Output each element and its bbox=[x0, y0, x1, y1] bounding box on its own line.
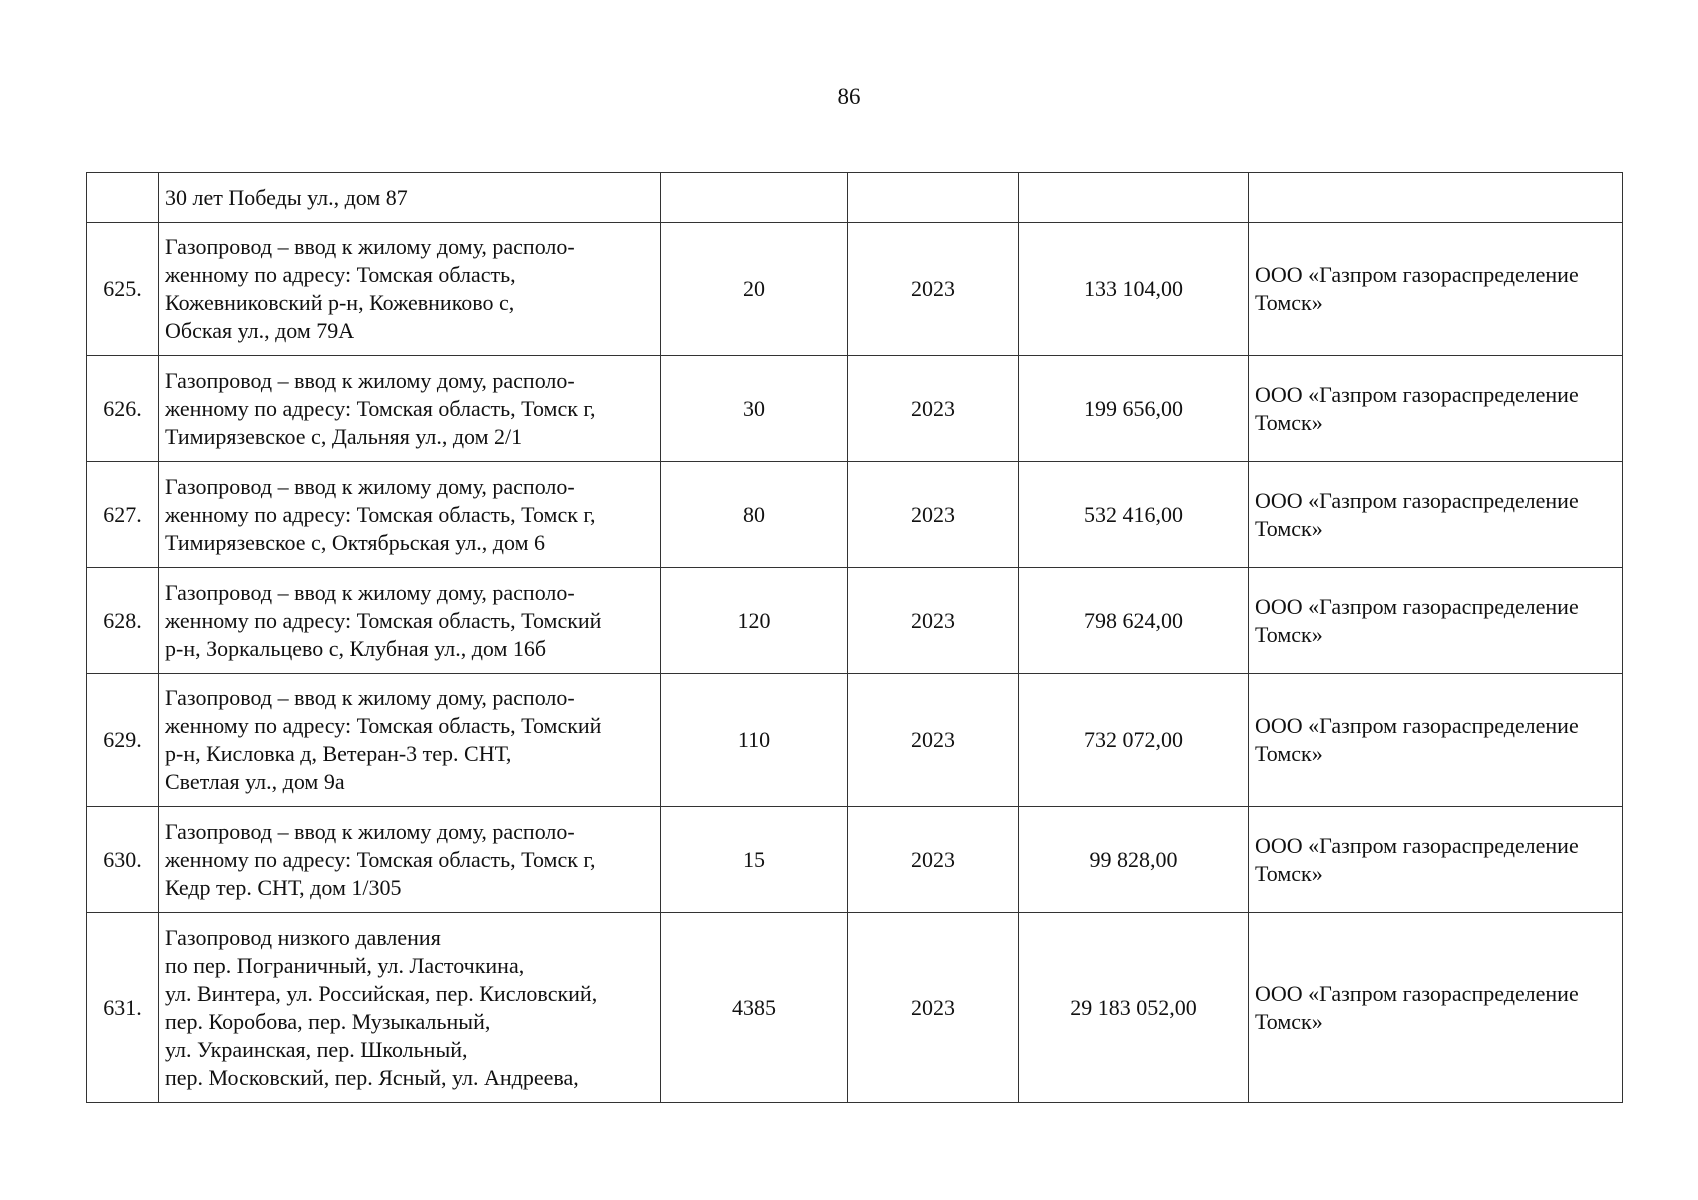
object-name-cell: Газопровод – ввод к жилому дому, располо- женному по адресу: Томская область, Томск г, Тимирязевское с, Дальняя ул., дом 2/1 bbox=[159, 356, 661, 462]
table-row bbox=[87, 674, 1623, 807]
row-number-cell: 630. bbox=[87, 807, 159, 913]
length-cell: 20 bbox=[661, 223, 848, 356]
row-number-cell: 626. bbox=[87, 356, 159, 462]
table-row-continuation bbox=[87, 173, 1623, 223]
object-name-cell: 30 лет Победы ул., дом 87 bbox=[159, 173, 661, 223]
table-row bbox=[87, 568, 1623, 674]
year-cell: 2023 bbox=[848, 462, 1019, 568]
organization-cell: ООО «Газпром газораспределение Томск» bbox=[1249, 462, 1623, 568]
year-cell: 2023 bbox=[848, 356, 1019, 462]
table-row bbox=[87, 913, 1623, 1103]
cost-cell: 99 828,00 bbox=[1019, 807, 1249, 913]
row-number-cell: 631. bbox=[87, 913, 159, 1103]
cost-cell: 133 104,00 bbox=[1019, 223, 1249, 356]
object-name-cell: Газопровод – ввод к жилому дому, располо- женному по адресу: Томская область, Томск г, Кедр тер. СНТ, дом 1/305 bbox=[159, 807, 661, 913]
row-number-cell: 629. bbox=[87, 674, 159, 807]
row-number-cell: 625. bbox=[87, 223, 159, 356]
length-cell: 120 bbox=[661, 568, 848, 674]
length-cell: 30 bbox=[661, 356, 848, 462]
row-number-cell: 627. bbox=[87, 462, 159, 568]
organization-cell: ООО «Газпром газораспределение Томск» bbox=[1249, 807, 1623, 913]
object-name-cell: Газопровод – ввод к жилому дому, располо- женному по адресу: Томская область, Томск г, Тимирязевское с, Октябрьская ул., дом 6 bbox=[159, 462, 661, 568]
length-cell: 80 bbox=[661, 462, 848, 568]
cost-cell bbox=[1019, 173, 1249, 223]
year-cell bbox=[848, 173, 1019, 223]
cost-cell: 532 416,00 bbox=[1019, 462, 1249, 568]
object-name-cell: Газопровод – ввод к жилому дому, располо- женному по адресу: Томская область, Томский р-н, Кисловка д, Ветеран-3 тер. СНТ, Светлая ул., дом 9а bbox=[159, 674, 661, 807]
table-row bbox=[87, 462, 1623, 568]
object-name-cell: Газопровод низкого давления по пер. Пограничный, ул. Ласточкина, ул. Винтера, ул. Российская, пер. Кисловский, пер. Коробова, пер. Музыкальный, ул. Украинская, пер. Школьный, пер. Московский, пер. Ясный, ул. Андреева, bbox=[159, 913, 661, 1103]
organization-cell: ООО «Газпром газораспределение Томск» bbox=[1249, 674, 1623, 807]
year-cell: 2023 bbox=[848, 568, 1019, 674]
table-row bbox=[87, 223, 1623, 356]
organization-cell: ООО «Газпром газораспределение Томск» bbox=[1249, 356, 1623, 462]
table-row bbox=[87, 807, 1623, 913]
objects-table bbox=[86, 172, 1623, 1103]
cost-cell: 29 183 052,00 bbox=[1019, 913, 1249, 1103]
year-cell: 2023 bbox=[848, 223, 1019, 356]
organization-cell: ООО «Газпром газораспределение Томск» bbox=[1249, 223, 1623, 356]
year-cell: 2023 bbox=[848, 913, 1019, 1103]
row-number-cell: 628. bbox=[87, 568, 159, 674]
cost-cell: 732 072,00 bbox=[1019, 674, 1249, 807]
year-cell: 2023 bbox=[848, 674, 1019, 807]
object-name-cell: Газопровод – ввод к жилому дому, располо- женному по адресу: Томская область, Кожевниковский р-н, Кожевниково с, Обская ул., дом 79А bbox=[159, 223, 661, 356]
row-number-cell bbox=[87, 173, 159, 223]
length-cell bbox=[661, 173, 848, 223]
length-cell: 110 bbox=[661, 674, 848, 807]
organization-cell: ООО «Газпром газораспределение Томск» bbox=[1249, 568, 1623, 674]
organization-cell: ООО «Газпром газораспределение Томск» bbox=[1249, 913, 1623, 1103]
cost-cell: 199 656,00 bbox=[1019, 356, 1249, 462]
year-cell: 2023 bbox=[848, 807, 1019, 913]
organization-cell bbox=[1249, 173, 1623, 223]
page-number: 86 bbox=[837, 84, 861, 109]
length-cell: 15 bbox=[661, 807, 848, 913]
table-row bbox=[87, 356, 1623, 462]
cost-cell: 798 624,00 bbox=[1019, 568, 1249, 674]
object-name-cell: Газопровод – ввод к жилому дому, располо- женному по адресу: Томская область, Томский р-н, Зоркальцево с, Клубная ул., дом 16б bbox=[159, 568, 661, 674]
length-cell: 4385 bbox=[661, 913, 848, 1103]
